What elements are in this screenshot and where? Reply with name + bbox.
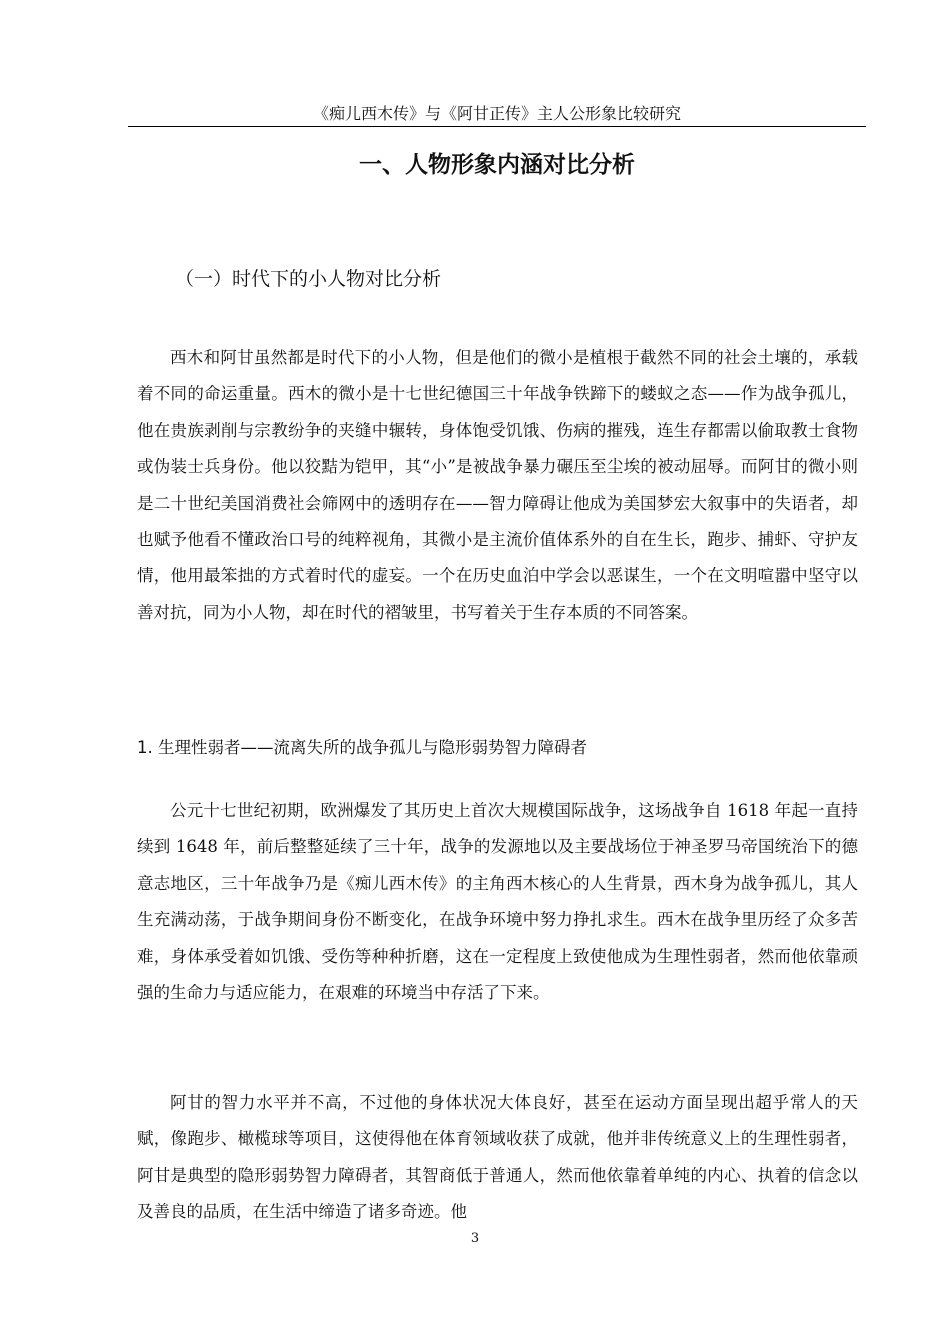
page-number: 3 [470, 1231, 480, 1246]
running-header: 《痴儿西木传》与《阿甘正传》主人公形象比较研究 [128, 102, 866, 127]
body-paragraph-3: 阿甘的智力水平并不高，不过他的身体状况大体良好，甚至在运动方面呈现出超乎常人的天赋，像跑步、橄榄球等项目，这使得他在体育领域收获了成就，他并非传统意义上的生理性弱者，阿甘是典型的隐形弱势智力障碍者，其智商低于普通人，然而他依靠着单纯的内心、执着的信念以及善良的品质，在生活中缔造了诸多奇迹。他 [137, 1093, 858, 1222]
section-title: （一）时代下的小人物对比分析 [175, 268, 442, 290]
subsection-title: 1. 生理性弱者——流离失所的战争孤儿与隐形弱势智力障碍者 [137, 738, 587, 757]
body-paragraph-2: 公元十七世纪初期，欧洲爆发了其历史上首次大规模国际战争，这场战争自 1618 年起一直持续到 1648 年，前后整整延续了三十年，战争的发源地以及主要战场位于神圣罗马帝国统治下的德意志地区，三十年战争乃是《痴儿西木传》的主角西木核心的人生背景，西木身为战争孤儿，其人生充满动荡，于战争期间身份不断变化，在战争环境中努力挣扎求生。西木在战争里历经了众多苦难，身体承受着如饥饿、受伤等种种折磨，这在一定程度上致使他成为生理性弱者，然而他依靠顽强的生命力与适应能力，在艰难的环境当中存活了下来。 [137, 801, 858, 1003]
chapter-title: 一、人物形象内涵对比分析 [359, 152, 635, 178]
body-paragraph-1: 西木和阿甘虽然都是时代下的小人物，但是他们的微小是植根于截然不同的社会土壤的，承载着不同的命运重量。西木的微小是十七世纪德国三十年战争铁蹄下的蝼蚁之态——作为战争孤儿，他在贵族剥削与宗教纷争的夹缝中辗转，身体饱受饥饿、伤病的摧残，连生存都需以偷取教士食物或伪装士兵身份。他以狡黠为铠甲，其“小”是被战争暴力碾压至尘埃的被动屈辱。而阿甘的微小则是二十世纪美国消费社会筛网中的透明存在——智力障碍让他成为美国梦宏大叙事中的失语者，却也赋予他看不懂政治口号的纯粹视角，其微小是主流价值体系外的自在生长，跑步、捕虾、守护友情，他用最笨拙的方式着时代的虚妄。一个在历史血泊中学会以恶谋生，一个在文明喧嚣中坚守以善对抗，同为小人物，却在时代的褶皱里，书写着关于生存本质的不同答案。 [137, 348, 858, 622]
